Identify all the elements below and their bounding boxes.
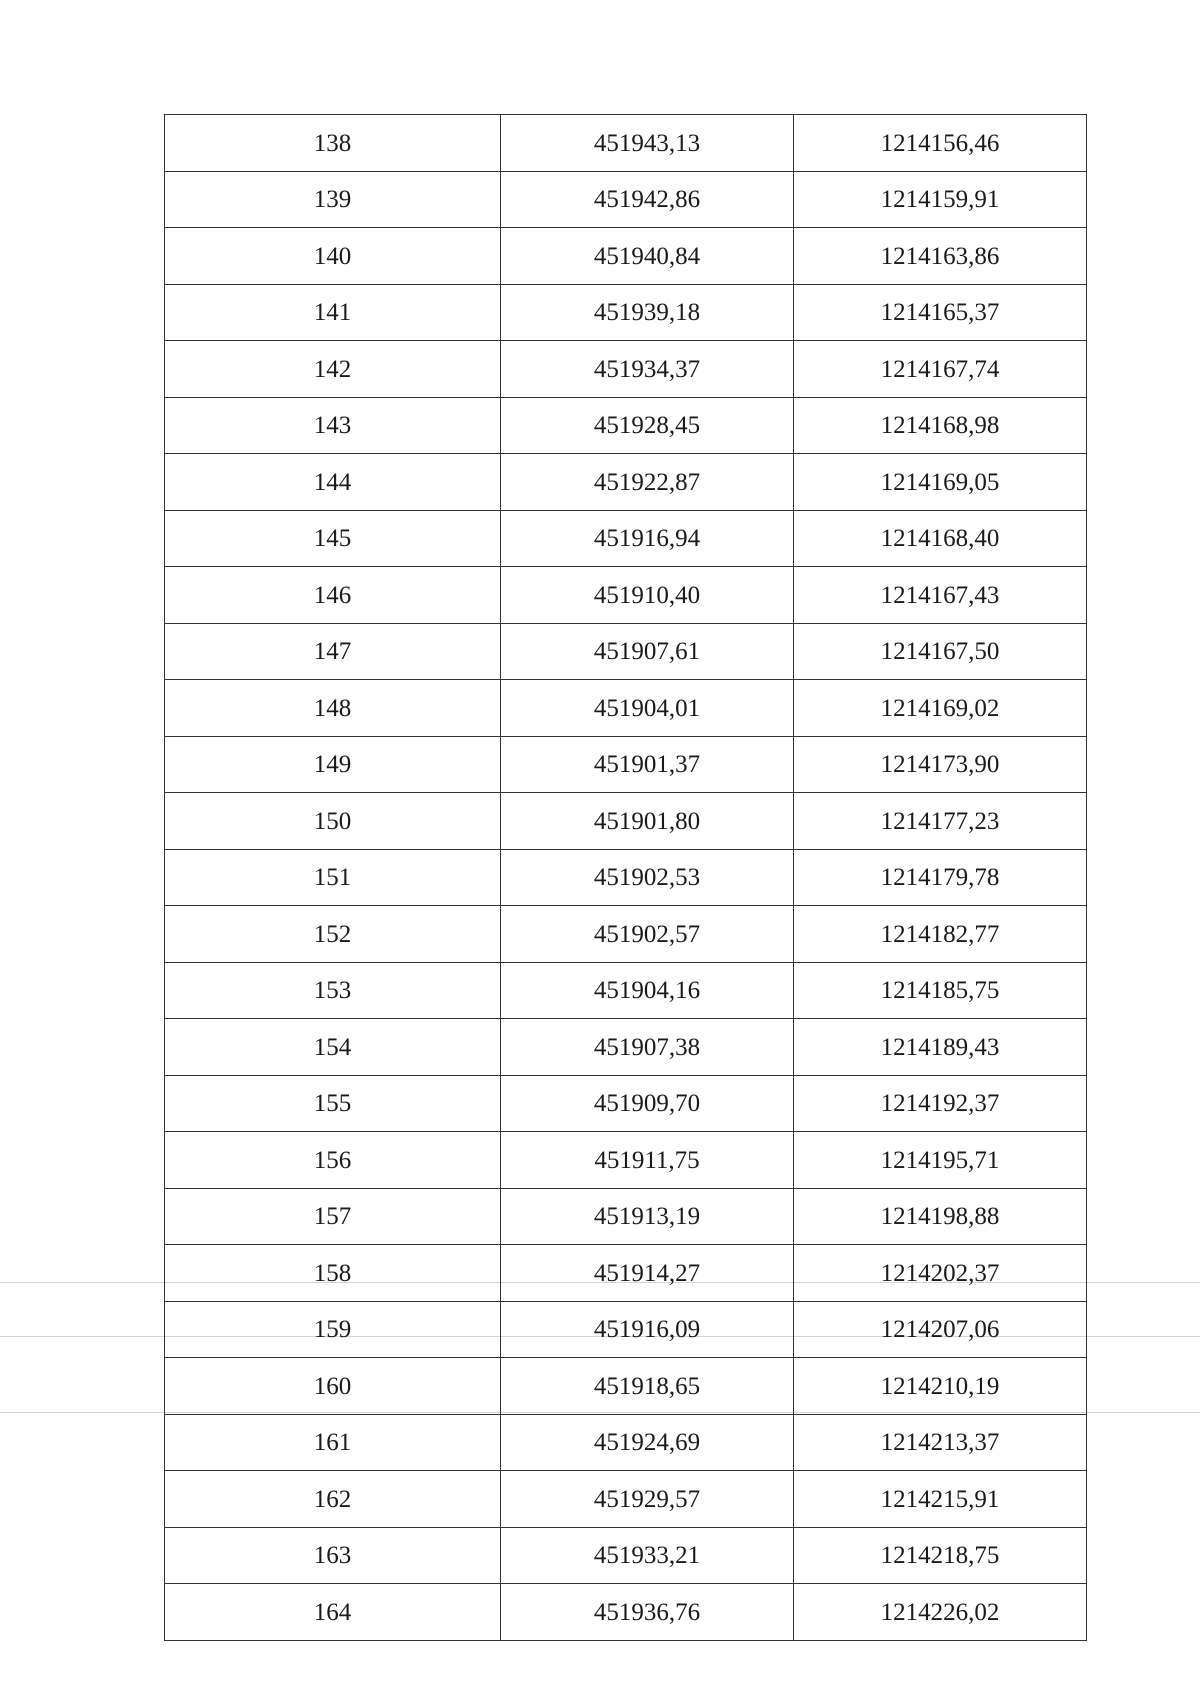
table-row (165, 1075, 1087, 1132)
point-number-cell: 142 (165, 341, 501, 398)
table-row (165, 1301, 1087, 1358)
x-coordinate-cell: 451909,70 (501, 1075, 794, 1132)
table-row (165, 1019, 1087, 1076)
y-coordinate-cell: 1214195,71 (794, 1132, 1087, 1189)
x-coordinate-cell: 451907,38 (501, 1019, 794, 1076)
y-coordinate-cell: 1214182,77 (794, 906, 1087, 963)
x-coordinate-cell: 451907,61 (501, 623, 794, 680)
point-number-cell: 143 (165, 397, 501, 454)
point-number-cell: 159 (165, 1301, 501, 1358)
point-number-cell: 162 (165, 1471, 501, 1528)
point-number-cell: 145 (165, 510, 501, 567)
y-coordinate-cell: 1214192,37 (794, 1075, 1087, 1132)
x-coordinate-cell: 451904,16 (501, 962, 794, 1019)
coordinates-table-body (165, 115, 1087, 1641)
table-row (165, 1527, 1087, 1584)
x-coordinate-cell: 451916,09 (501, 1301, 794, 1358)
coordinates-table (164, 114, 1087, 1641)
y-coordinate-cell: 1214215,91 (794, 1471, 1087, 1528)
x-coordinate-cell: 451916,94 (501, 510, 794, 567)
x-coordinate-cell: 451929,57 (501, 1471, 794, 1528)
table-row (165, 962, 1087, 1019)
y-coordinate-cell: 1214163,86 (794, 228, 1087, 285)
table-row (165, 623, 1087, 680)
table-row (165, 736, 1087, 793)
y-coordinate-cell: 1214167,74 (794, 341, 1087, 398)
y-coordinate-cell: 1214156,46 (794, 115, 1087, 172)
table-row (165, 567, 1087, 624)
table-row (165, 115, 1087, 172)
x-coordinate-cell: 451940,84 (501, 228, 794, 285)
y-coordinate-cell: 1214168,98 (794, 397, 1087, 454)
point-number-cell: 153 (165, 962, 501, 1019)
y-coordinate-cell: 1214210,19 (794, 1358, 1087, 1415)
y-coordinate-cell: 1214169,05 (794, 454, 1087, 511)
point-number-cell: 161 (165, 1414, 501, 1471)
y-coordinate-cell: 1214207,06 (794, 1301, 1087, 1358)
table-row (165, 1414, 1087, 1471)
x-coordinate-cell: 451933,21 (501, 1527, 794, 1584)
x-coordinate-cell: 451914,27 (501, 1245, 794, 1302)
y-coordinate-cell: 1214159,91 (794, 171, 1087, 228)
point-number-cell: 147 (165, 623, 501, 680)
table-row (165, 680, 1087, 737)
table-row (165, 1245, 1087, 1302)
point-number-cell: 140 (165, 228, 501, 285)
y-coordinate-cell: 1214202,37 (794, 1245, 1087, 1302)
y-coordinate-cell: 1214198,88 (794, 1188, 1087, 1245)
table-row (165, 228, 1087, 285)
y-coordinate-cell: 1214189,43 (794, 1019, 1087, 1076)
x-coordinate-cell: 451902,57 (501, 906, 794, 963)
table-row (165, 906, 1087, 963)
y-coordinate-cell: 1214167,43 (794, 567, 1087, 624)
point-number-cell: 141 (165, 284, 501, 341)
y-coordinate-cell: 1214179,78 (794, 849, 1087, 906)
table-row (165, 849, 1087, 906)
table-row (165, 1584, 1087, 1641)
y-coordinate-cell: 1214169,02 (794, 680, 1087, 737)
point-number-cell: 144 (165, 454, 501, 511)
x-coordinate-cell: 451942,86 (501, 171, 794, 228)
x-coordinate-cell: 451904,01 (501, 680, 794, 737)
x-coordinate-cell: 451922,87 (501, 454, 794, 511)
table-row (165, 1358, 1087, 1415)
table-row (165, 1188, 1087, 1245)
x-coordinate-cell: 451943,13 (501, 115, 794, 172)
table-row (165, 454, 1087, 511)
y-coordinate-cell: 1214167,50 (794, 623, 1087, 680)
x-coordinate-cell: 451901,80 (501, 793, 794, 850)
point-number-cell: 138 (165, 115, 501, 172)
x-coordinate-cell: 451902,53 (501, 849, 794, 906)
x-coordinate-cell: 451934,37 (501, 341, 794, 398)
table-row (165, 284, 1087, 341)
x-coordinate-cell: 451928,45 (501, 397, 794, 454)
x-coordinate-cell: 451936,76 (501, 1584, 794, 1641)
x-coordinate-cell: 451901,37 (501, 736, 794, 793)
x-coordinate-cell: 451939,18 (501, 284, 794, 341)
point-number-cell: 146 (165, 567, 501, 624)
y-coordinate-cell: 1214185,75 (794, 962, 1087, 1019)
y-coordinate-cell: 1214226,02 (794, 1584, 1087, 1641)
table-row (165, 1132, 1087, 1189)
point-number-cell: 148 (165, 680, 501, 737)
point-number-cell: 156 (165, 1132, 501, 1189)
y-coordinate-cell: 1214213,37 (794, 1414, 1087, 1471)
table-row (165, 510, 1087, 567)
point-number-cell: 157 (165, 1188, 501, 1245)
point-number-cell: 163 (165, 1527, 501, 1584)
y-coordinate-cell: 1214173,90 (794, 736, 1087, 793)
point-number-cell: 151 (165, 849, 501, 906)
y-coordinate-cell: 1214218,75 (794, 1527, 1087, 1584)
point-number-cell: 155 (165, 1075, 501, 1132)
x-coordinate-cell: 451924,69 (501, 1414, 794, 1471)
point-number-cell: 152 (165, 906, 501, 963)
table-row (165, 397, 1087, 454)
point-number-cell: 158 (165, 1245, 501, 1302)
x-coordinate-cell: 451910,40 (501, 567, 794, 624)
point-number-cell: 160 (165, 1358, 501, 1415)
table-row (165, 171, 1087, 228)
point-number-cell: 139 (165, 171, 501, 228)
y-coordinate-cell: 1214165,37 (794, 284, 1087, 341)
table-row (165, 793, 1087, 850)
y-coordinate-cell: 1214177,23 (794, 793, 1087, 850)
table-row (165, 341, 1087, 398)
table-row (165, 1471, 1087, 1528)
x-coordinate-cell: 451913,19 (501, 1188, 794, 1245)
point-number-cell: 154 (165, 1019, 501, 1076)
point-number-cell: 164 (165, 1584, 501, 1641)
point-number-cell: 149 (165, 736, 501, 793)
x-coordinate-cell: 451911,75 (501, 1132, 794, 1189)
point-number-cell: 150 (165, 793, 501, 850)
x-coordinate-cell: 451918,65 (501, 1358, 794, 1415)
y-coordinate-cell: 1214168,40 (794, 510, 1087, 567)
